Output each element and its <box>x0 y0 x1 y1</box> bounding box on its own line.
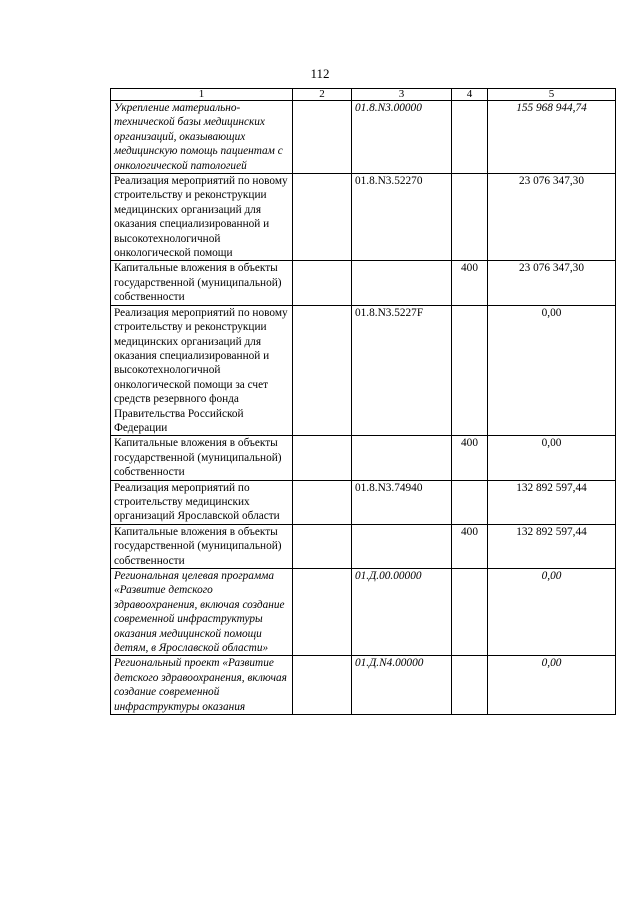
row-col2-cell <box>293 480 352 524</box>
row-amount-cell: 23 076 347,30 <box>488 174 616 261</box>
row-name-cell: Реализация мероприятий по строительству медицинских организаций Ярославской области <box>111 480 293 524</box>
row-amount-cell: 23 076 347,30 <box>488 261 616 305</box>
row-type-cell <box>452 101 488 174</box>
table-header-row <box>111 89 616 101</box>
table-row <box>111 656 616 715</box>
row-code-cell <box>352 436 452 480</box>
row-type-cell <box>452 656 488 715</box>
page-number: 112 <box>310 66 330 81</box>
row-type-cell <box>452 569 488 656</box>
row-code-cell: 01.Д.00.00000 <box>352 569 452 656</box>
row-amount-cell: 0,00 <box>488 305 616 436</box>
table-row <box>111 524 616 568</box>
row-code-cell <box>352 524 452 568</box>
column-header: 3 <box>352 89 452 101</box>
row-amount-cell: 0,00 <box>488 569 616 656</box>
table-row <box>111 436 616 480</box>
table-row <box>111 261 616 305</box>
row-col2-cell <box>293 656 352 715</box>
row-col2-cell <box>293 569 352 656</box>
row-type-cell: 400 <box>452 261 488 305</box>
row-code-cell: 01.8.N3.74940 <box>352 480 452 524</box>
row-type-cell: 400 <box>452 524 488 568</box>
row-col2-cell <box>293 261 352 305</box>
row-type-cell <box>452 174 488 261</box>
column-header: 1 <box>111 89 293 101</box>
table-row <box>111 174 616 261</box>
row-amount-cell: 155 968 944,74 <box>488 101 616 174</box>
row-name-cell: Региональный проект «Развитие детского здравоохранения, включая создание современной инфраструктуры оказания <box>111 656 293 715</box>
row-col2-cell <box>293 101 352 174</box>
row-col2-cell <box>293 305 352 436</box>
row-name-cell: Реализация мероприятий по новому строительству и реконструкции медицинских организаций для оказания специализированной и высокотехнологичной онкологической помощи <box>111 174 293 261</box>
row-amount-cell: 132 892 597,44 <box>488 480 616 524</box>
row-type-cell <box>452 480 488 524</box>
row-type-cell <box>452 305 488 436</box>
row-amount-cell: 0,00 <box>488 656 616 715</box>
row-col2-cell <box>293 174 352 261</box>
row-code-cell <box>352 261 452 305</box>
row-code-cell: 01.Д.N4.00000 <box>352 656 452 715</box>
table-row <box>111 305 616 436</box>
table-row <box>111 569 616 656</box>
column-header: 4 <box>452 89 488 101</box>
row-name-cell: Региональная целевая программа «Развитие детского здравоохранения, включая создание современной инфраструктуры оказания медицинской помощи детям, в Ярославской области» <box>111 569 293 656</box>
row-amount-cell: 0,00 <box>488 436 616 480</box>
row-col2-cell <box>293 524 352 568</box>
table-row <box>111 101 616 174</box>
row-name-cell: Реализация мероприятий по новому строительству и реконструкции медицинских организаций для оказания специализированной и высокотехнологичной онкологической помощи за счет средств резервного фонда Правительства Российской Федерации <box>111 305 293 436</box>
row-col2-cell <box>293 436 352 480</box>
row-type-cell: 400 <box>452 436 488 480</box>
row-name-cell: Капитальные вложения в объекты государственной (муниципальной) собственности <box>111 524 293 568</box>
row-name-cell: Капитальные вложения в объекты государственной (муниципальной) собственности <box>111 261 293 305</box>
row-code-cell: 01.8.N3.5227F <box>352 305 452 436</box>
row-amount-cell: 132 892 597,44 <box>488 524 616 568</box>
row-name-cell: Укрепление материально-технической базы медицинских организаций, оказывающих медицинскую помощь пациентам с онкологической патологией <box>111 101 293 174</box>
table-row <box>111 480 616 524</box>
row-code-cell: 01.8.N3.52270 <box>352 174 452 261</box>
column-header: 5 <box>488 89 616 101</box>
column-header: 2 <box>293 89 352 101</box>
row-name-cell: Капитальные вложения в объекты государственной (муниципальной) собственности <box>111 436 293 480</box>
budget-table <box>110 88 616 715</box>
row-code-cell: 01.8.N3.00000 <box>352 101 452 174</box>
